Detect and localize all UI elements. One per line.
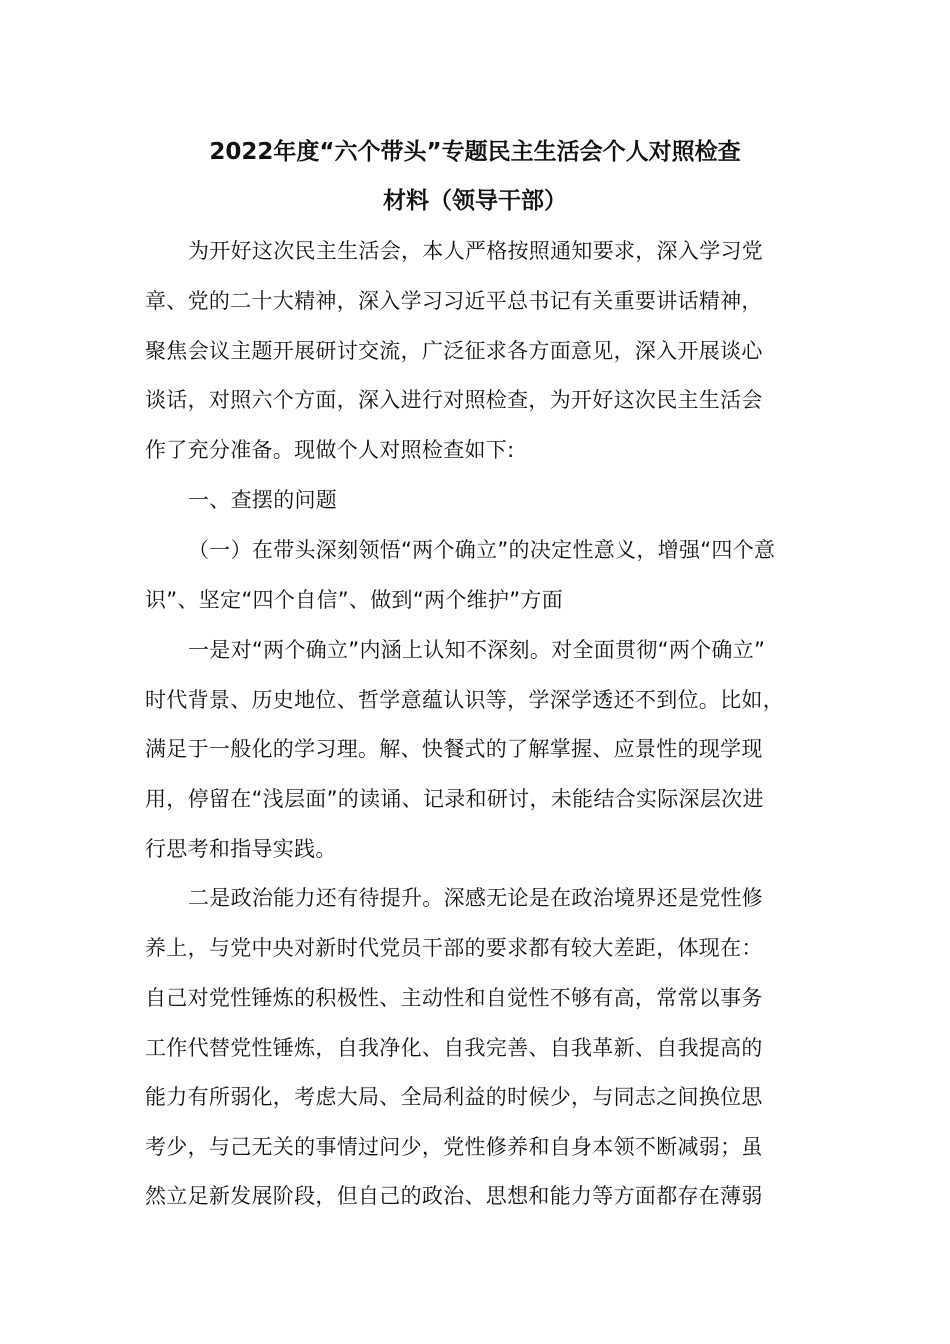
body-text-line: 聚焦会议主题开展研讨交流，广泛征求各方面意见，深入开展谈心 [145, 339, 763, 363]
body-text-line: 一是对“两个确立”内涵上认知不深刻。对全面贯彻“两个确立” [188, 638, 766, 662]
body-text-line: 时代背景、历史地位、哲学意蕴认识等，学深学透还不到位。比如， [145, 688, 784, 712]
body-text-line: 作了充分准备。现做个人对照检查如下: [145, 438, 515, 462]
body-text-line: 章、党的二十大精神，深入学习习近平总书记有关重要讲话精神， [145, 289, 763, 313]
subsection-heading-line: （一）在带头深刻领悟“两个确立”的决定性意义，增强“四个意 [188, 538, 776, 562]
body-text-line: 考少，与己无关的事情过问少，党性修养和自身本领不断减弱；虽 [145, 1135, 763, 1159]
body-text-line: 满足于一般化的学习理。解、快餐式的了解掌握、应景性的现学现 [145, 737, 763, 761]
body-text-line: 然立足新发展阶段，但自己的政治、思想和能力等方面都存在薄弱 [145, 1184, 763, 1208]
document-title-line-1: 2022年度“六个带头”专题民主生活会个人对照检查 [209, 139, 741, 165]
body-text-line: 二是政治能力还有待提升。深感无论是在政治境界还是党性修 [188, 886, 764, 910]
body-text-line: 为开好这次民主生活会，本人严格按照通知要求，深入学习党 [188, 239, 764, 263]
body-text-line: 用，停留在“浅层面”的读诵、记录和研讨，未能结合实际深层次进 [145, 787, 764, 811]
document-title-line-2: 材料（领导干部） [383, 188, 567, 214]
subsection-heading-line: 识”、坚定“四个自信”、做到“两个维护”方面 [145, 588, 563, 612]
section-heading: 一、查摆的问题 [188, 488, 338, 512]
body-text-line: 谈话，对照六个方面，深入进行对照检查，为开好这次民主生活会 [145, 388, 763, 412]
body-text-line: 自己对党性锤炼的积极性、主动性和自觉性不够有高，常常以事务 [145, 986, 763, 1010]
body-text-line: 能力有所弱化，考虑大局、全局利益的时候少，与同志之间换位思 [145, 1085, 763, 1109]
body-text-line: 行思考和指导实践。 [145, 837, 337, 861]
body-text-line: 养上，与党中央对新时代党员干部的要求都有较大差距，体现在： [145, 936, 763, 960]
body-text-line: 工作代替党性锤炼，自我净化、自我完善、自我革新、自我提高的 [145, 1036, 763, 1060]
